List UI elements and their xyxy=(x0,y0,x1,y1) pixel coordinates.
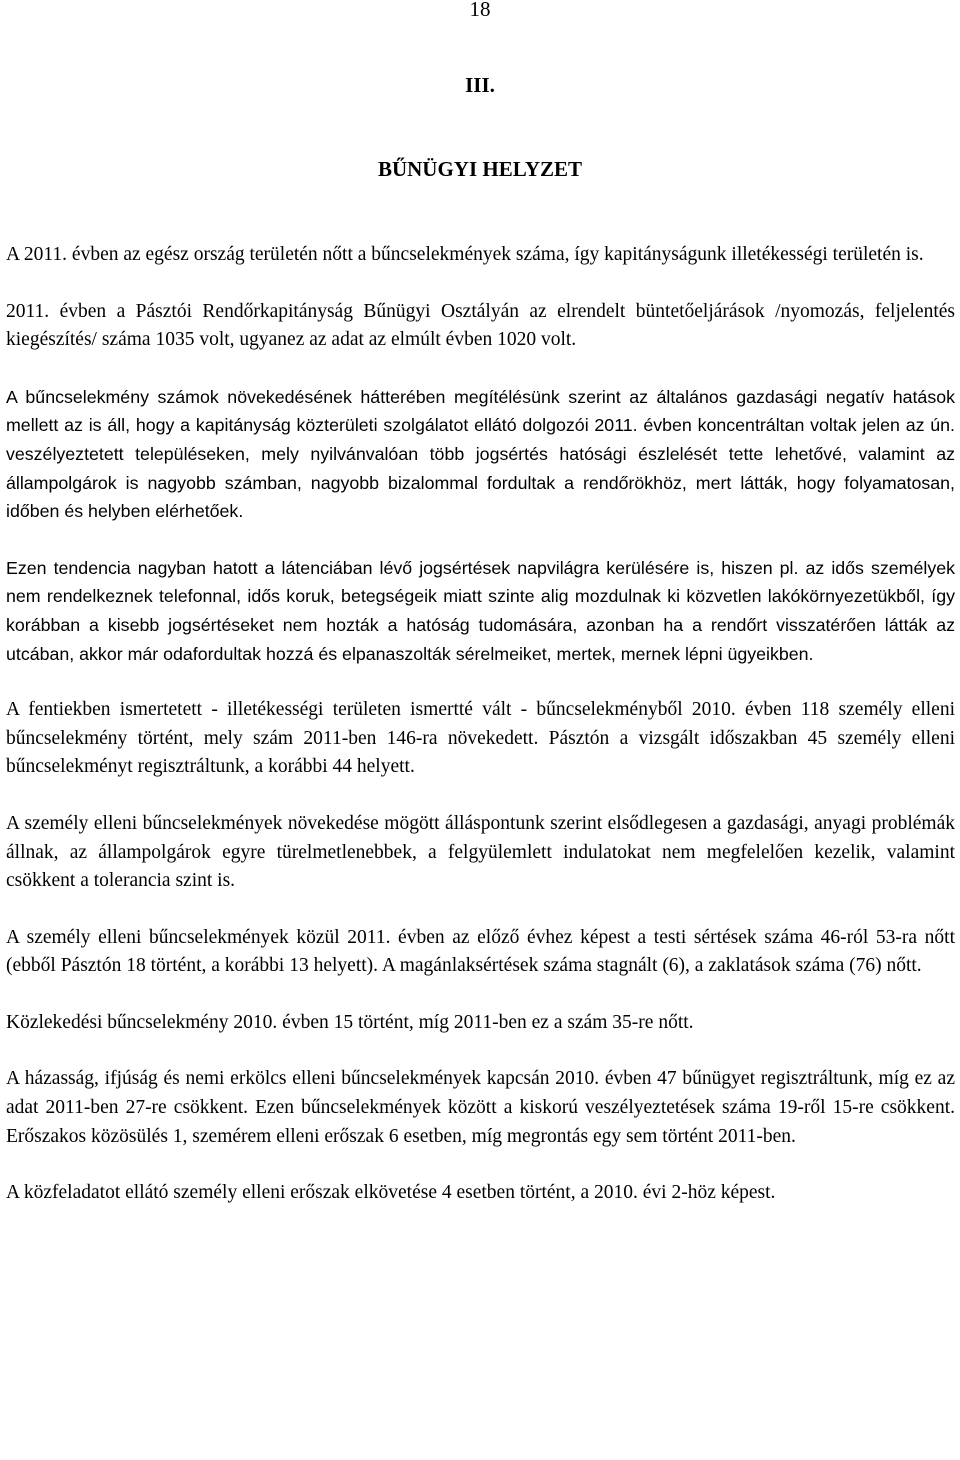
paragraph: A 2011. évben az egész ország területén nőtt a bűncselekmények száma, így kapitányságunk illetékességi területén is. xyxy=(6,244,924,265)
paragraph: A személy elleni bűncselekmények növekedése mögött álláspontunk szerint elsődlegesen a gazdasági, anyagi problémák állnak, az állampolgárok egyre türelmetlenebbek, a felgyülemlett indulatokat nem megfelelően kezelik, valamint csökkent a tolerancia szint is. xyxy=(6,812,955,892)
section-title: BŰNÜGYI HELYZET xyxy=(377,157,583,181)
paragraph: Közlekedési bűncselekmény 2010. évben 15 történt, míg 2011-ben ez a szám 35-re nőtt. xyxy=(6,1011,694,1033)
paragraph: A személy elleni bűncselekmények közül 2011. évben az előző évhez képest a testi sértések száma 46-ról 53-ra nőtt (ebből Pásztón 18 történt, a korábbi 13 helyett). A magánlaksértések száma stagnált (6), a zaklatások száma (76) nőtt. xyxy=(6,926,955,977)
page-number: 18 xyxy=(469,0,491,21)
paragraph: A házasság, ifjúság és nemi erkölcs elleni bűncselekmények kapcsán 2010. évben 47 bűnügyet regisztráltunk, míg ez az adat 2011-ben 27-re csökkent. Ezen bűncselekmények között a kiskorú veszélyeztetések száma 19-ről 15-re csökkent. Erőszakos közösülés 1, szemérem elleni erőszak 6 esetben, míg megrontás egy sem történt 2011-ben. xyxy=(6,1068,955,1147)
paragraph: A fentiekben ismertetett - illetékességi területen ismertté vált - bűncselekményből 2010. évben 118 személy elleni bűncselekmény történt, mely szám 2011-ben 146-ra növekedett. Pásztón a vizsgált időszakban 45 személy elleni bűncselekményt regisztráltunk, a korábbi 44 helyett. xyxy=(6,699,955,778)
chapter-number: III. xyxy=(465,73,495,97)
paragraph: A közfeladatot ellátó személy elleni erőszak elkövetése 4 esetben történt, a 2010. évi 2-höz képest. xyxy=(6,1182,776,1204)
paragraph: A bűncselekmény számok növekedésének hátterében megítélésünk szerint az általános gazdasági negatív hatások mellett az is áll, hogy a kapitányság közterületi szolgálatot ellátó dolgozói 2011. évben koncentráltan voltak jelen az ún. veszélyeztetett településeken, mely nyilvánvalóan több jogsértés hatósági észlelését tette lehetővé, valamint az állampolgárok is nagyobb számban, nagyobb bizalommal fordultak a rendőrökhöz, mert látták, hogy folyamatosan, időben és helyben elérhetőek. xyxy=(6,386,955,522)
body-text xyxy=(6,241,955,1236)
paragraph: 2011. évben a Pásztói Rendőrkapitányság Bűnügyi Osztályán az elrendelt büntetőeljárások /nyomozás, feljelentés kiegészítés/ száma 1035 volt, ugyanez az adat az elmúlt évben 1020 volt. xyxy=(6,300,955,351)
paragraph: Ezen tendencia nagyban hatott a látenciában lévő jogsértések napvilágra kerülésére is, hiszen pl. az idős személyek nem rendelkeznek telefonnal, idős koruk, betegségeik miatt szinte alig mozdulnak ki közvetlen lakókörnyezetükből, így korábban a kisebb jogsértéseket nem hozták a hatóság tudomására, azonban ha a rendőrt visszatérően látták az utcában, akkor már odafordultak hozzá és elpanaszolták sérelmeiket, mertek, mernek lépni ügyeikben. xyxy=(6,557,955,664)
